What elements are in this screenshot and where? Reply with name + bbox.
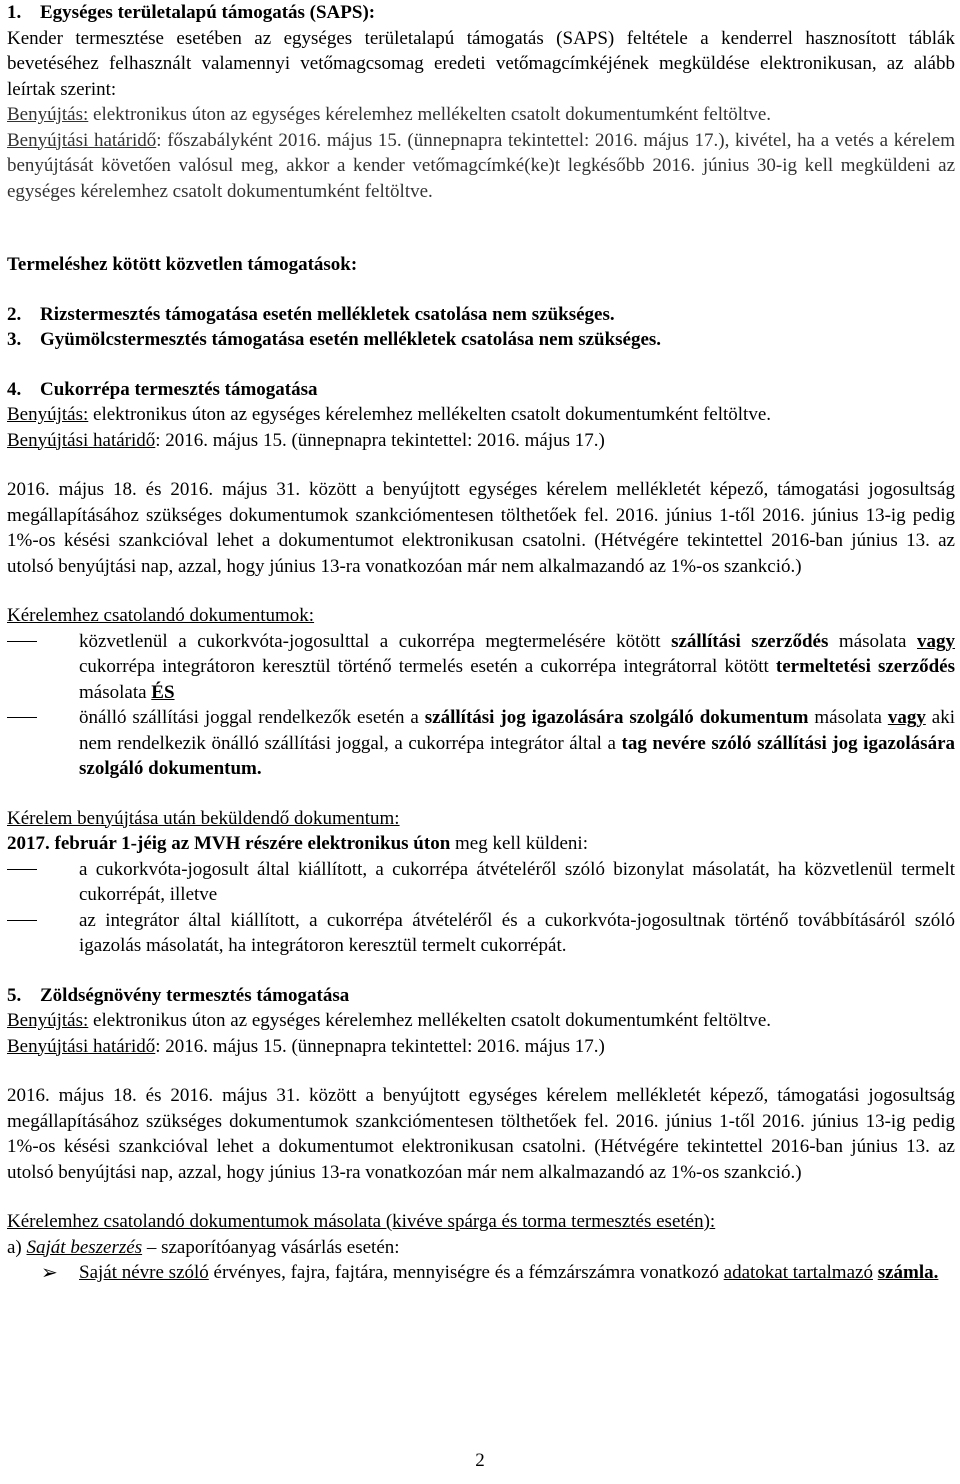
zoldseg-docs-heading: Kérelemhez csatolandó dokumentumok másolata (kivéve spárga és torma termesztés esetén): (7, 1211, 716, 1232)
list-item: ➢ Saját névre szóló érvényes, fajra, fajtára, mennyiségre és a fémzárszámra vonatkozó adatokat tartalmazó számla. (41, 1260, 939, 1284)
cukorrepa-hatarido: Benyújtási határidő: 2016. május 15. (ünnepnapra tekintettel: 2016. május 17.) (7, 429, 605, 451)
cukorrepa-benyujtas: Benyújtás: elektronikus úton az egységes kérelemhez mellékelten csatolt dokumentumként feltöltve. (7, 404, 772, 425)
cukorrepa-deadline-paragraph: 2016. május 18. és 2016. május 31. között a benyújtott egységes kérelem mellékletét képező, támogatási jogosultság megállapításához szükséges dokumentumok szankciómentesen tölthetőek fel. 2016. június 1-től 2016. június 13-ig pedig 1%-os késési szankcióval lehet a dokumentumot elektronikusan csatolni. (Hétvégére tekintettel 2016-ban június 13. az utolsó benyújtási nap, azzal, hogy június 13-ra vonatkozóan már nem alkalmazandó az 1%-os szankció.) (7, 479, 955, 577)
section-5-heading: 5. Zöldségnövény termesztés támogatása (7, 984, 350, 1006)
list-item: a cukorkvóta-jogosult által kiállított, a cukorrépa átvételéről szóló bizonylat másolatát, ha közvetlenül termelt cukorrépát, illetve (7, 857, 955, 908)
termeleshez-heading: Termeléshez kötött közvetlen támogatások: (7, 254, 358, 275)
dash-bullet-icon (7, 920, 37, 921)
saps-hatarido: Benyújtási határidő: főszabályként 2016. május 15. (ünnepnapra tekintettel: 2016. május 17.), kivétel, ha a vetés a kérelem benyújtását követően valósul meg, akkor a kender vetőmagcímké(ke)t legkésőbb 2016. június 30-ig kell megküldeni az egységes kérelemhez csatolt dokumentumként feltöltve. (7, 129, 955, 202)
arrow-bullet-icon: ➢ (41, 1260, 58, 1284)
section-2-heading: 2. Rizstermesztés támogatása esetén mellékletek csatolása nem szükséges. (7, 303, 615, 325)
zoldseg-item-a: a) Saját beszerzés – szaporítóanyag vásárlás esetén: (7, 1236, 400, 1258)
section-3-heading: 3. Gyümölcstermesztés támogatása esetén mellékletek csatolása nem szükséges. (7, 329, 662, 350)
saps-intro: Kender termesztése esetében az egységes területalapú támogatás (SAPS) feltétele a kenderrel hasznosított táblák bevetéséhez felhasznált valamennyi vetőmagcsomag eredeti vetőmagcímkéjének megküldése elektronikusan, az alább leírtak szerint: (7, 27, 955, 100)
dash-bullet-icon (7, 717, 37, 718)
cukorrepa-docs-heading: Kérelemhez csatolandó dokumentumok: (7, 605, 315, 626)
cukorrepa-after-intro: 2017. február 1-jéig az MVH részére elektronikus úton meg kell küldeni: (7, 833, 588, 854)
section-4-heading: 4. Cukorrépa termesztés támogatása (7, 378, 318, 400)
list-item: az integrátor által kiállított, a cukorrépa átvételéről és a cukorkvóta-jogosultnak történő továbbításáról szóló igazolás másolatát, ha integrátoron keresztül termelt cukorrépát. (7, 908, 955, 959)
page-number: 2 (475, 1450, 485, 1471)
zoldseg-hatarido: Benyújtási határidő: 2016. május 15. (ünnepnapra tekintettel: 2016. május 17.) (7, 1035, 605, 1057)
list-item: önálló szállítási joggal rendelkezők esetén a szállítási jog igazolására szolgáló dokumentum másolata vagy aki nem rendelkezik önálló szállítási joggal, a cukorrépa integrátor által a tag nevére szóló szállítási jog igazolására szolgáló dokumentum. (7, 705, 955, 782)
section-1-heading: 1. Egységes területalapú támogatás (SAPS): (7, 2, 376, 23)
dash-bullet-icon (7, 641, 37, 642)
zoldseg-deadline-paragraph: 2016. május 18. és 2016. május 31. között a benyújtott egységes kérelem mellékletét képező, támogatási jogosultság megállapításához szükséges dokumentumok szankciómentesen tölthetőek fel. 2016. június 1-től 2016. június 13-ig pedig 1%-os késési szankcióval lehet a dokumentumot elektronikusan csatolni. (Hétvégére tekintettel 2016-ban június 13. az utolsó benyújtási nap, azzal, hogy június 13-ra vonatkozóan már nem alkalmazandó az 1%-os szankció.) (7, 1085, 955, 1183)
dash-bullet-icon (7, 869, 37, 870)
list-item: közvetlenül a cukorkvóta-jogosulttal a cukorrépa megtermelésére kötött szállítási szerződés másolata vagy cukorrépa integrátoron keresztül történő termelés esetén a cukorrépa integrátorral kötött termeltetési szerződés másolata ÉS (7, 629, 955, 706)
zoldseg-benyujtas: Benyújtás: elektronikus úton az egységes kérelemhez mellékelten csatolt dokumentumként feltöltve. (7, 1010, 772, 1031)
saps-benyujtas: Benyújtás: elektronikus úton az egységes kérelemhez mellékelten csatolt dokumentumként feltöltve. (7, 104, 772, 125)
cukorrepa-after-heading: Kérelem benyújtása után beküldendő dokumentum: (7, 807, 400, 829)
